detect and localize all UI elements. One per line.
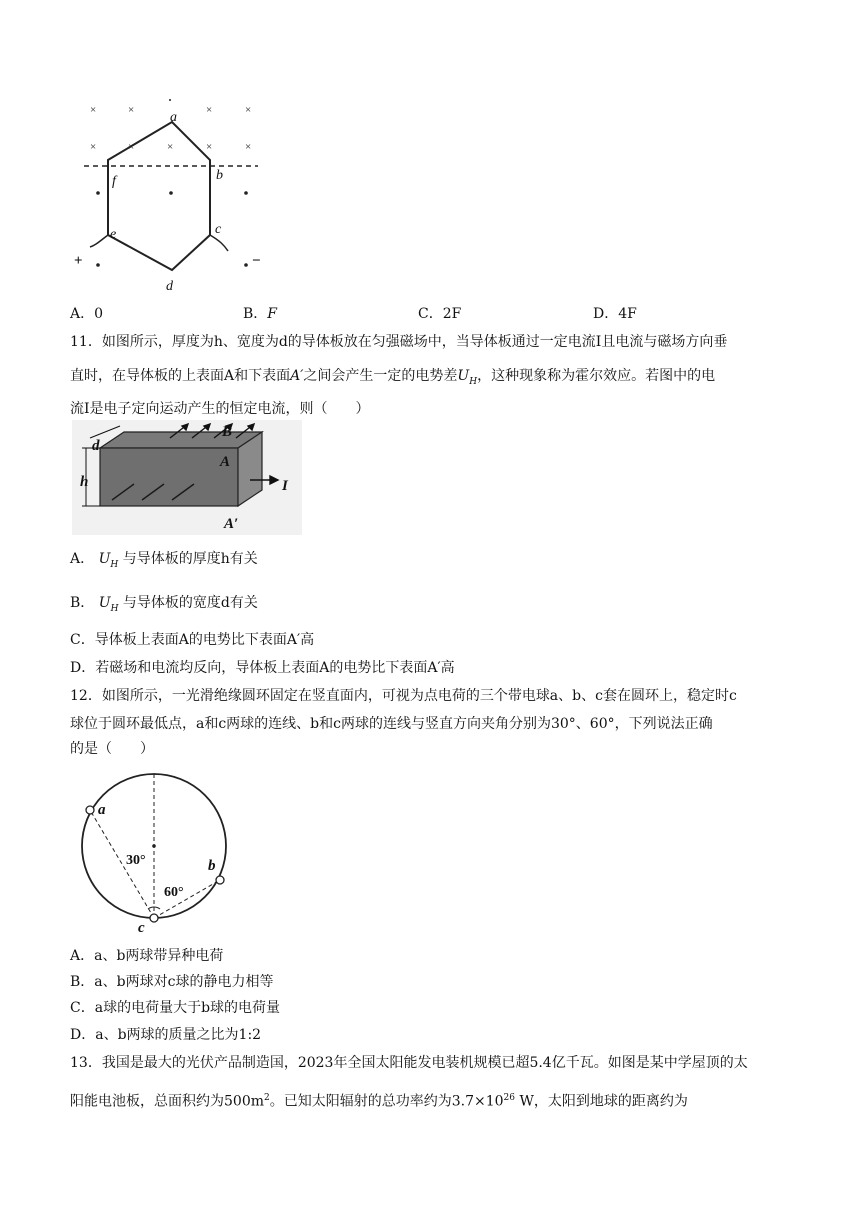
q11-line1: 11．如图所示，厚度为h、宽度为d的导体板放在匀强磁场中，当导体板通过一定电流I且电流与磁场方向垂 bbox=[70, 334, 728, 350]
hexagon-frame bbox=[108, 122, 213, 270]
label-b: b bbox=[216, 168, 223, 183]
svg-text:×: × bbox=[128, 104, 135, 116]
hexagon-field-figure bbox=[70, 95, 270, 300]
label-ball-a: a bbox=[98, 802, 106, 818]
label-B-field: B bbox=[222, 424, 233, 440]
ball-a bbox=[86, 806, 94, 814]
label-a: a bbox=[170, 110, 177, 125]
label-f: f bbox=[112, 174, 116, 189]
angle-30-label: 30° bbox=[126, 853, 146, 868]
ball-b bbox=[216, 876, 224, 884]
svg-text:×: × bbox=[90, 141, 97, 153]
q11-option-c: C．导体板上表面A的电势比下表面A′高 bbox=[70, 632, 315, 648]
q12-option-d: D．a、b两球的质量之比为1:2 bbox=[70, 1027, 262, 1043]
q10-option-d: D．4F bbox=[593, 306, 637, 322]
q12-option-a: A．a、b两球带异种电荷 bbox=[70, 948, 224, 964]
q13-line2: 阳能电池板，总面积约为$500m^2$。已知太阳辐射的总功率约为$3.7\times 10^{26}$ W，太阳到地球的距离约为 bbox=[70, 1093, 688, 1110]
q12-line2: 球位于圆环最低点，a和c两球的连线、b和c两球的连线与竖直方向夹角分别为30°、60°，下列说法正确 bbox=[70, 716, 713, 732]
svg-text:×: × bbox=[206, 141, 213, 153]
angle-60-label: 60° bbox=[164, 885, 184, 900]
q10-option-a: A．0 bbox=[70, 306, 104, 322]
q11-line3: 流I是电子定向运动产生的恒定电流，则（ ） bbox=[70, 401, 370, 417]
q10-option-c: C．2F bbox=[418, 306, 462, 322]
minus-terminal: − bbox=[252, 253, 261, 269]
label-I-current: I bbox=[282, 478, 288, 494]
label-e: e bbox=[110, 227, 117, 242]
label-c: c bbox=[215, 222, 222, 237]
label-A-top: A bbox=[220, 454, 231, 470]
svg-text:×: × bbox=[167, 141, 174, 153]
q10-option-b: B．F bbox=[243, 306, 278, 322]
label-h-thickness: h bbox=[80, 474, 89, 490]
q11-line2: 直时，在导体板的上表面A和下表面A′之间会产生一定的电势差$U_H$，这种现象称为霍尔效应。若图中的电 bbox=[70, 368, 716, 387]
q12-option-b: B．a、b两球对c球的静电力相等 bbox=[70, 974, 274, 990]
label-ball-b: b bbox=[208, 858, 216, 874]
q11-option-a: A． $U_H$ 与导体板的厚度h有关 bbox=[70, 551, 258, 570]
q12-line1: 12．如图所示，一光滑绝缘圆环固定在竖直面内，可视为点电荷的三个带电球a、b、c套在圆环上，稳定时c bbox=[70, 688, 737, 704]
svg-text:×: × bbox=[90, 104, 97, 116]
svg-text:×: × bbox=[245, 141, 252, 153]
label-d-width: d bbox=[92, 438, 100, 454]
hall-plate-figure bbox=[72, 420, 302, 535]
label-A-prime-bottom: A′ bbox=[224, 516, 239, 532]
svg-text:×: × bbox=[245, 104, 252, 116]
plus-terminal: + bbox=[74, 253, 83, 269]
ball-c bbox=[150, 914, 158, 922]
svg-text:×: × bbox=[128, 141, 135, 153]
q11-option-d: D．若磁场和电流均反向，导体板上表面A的电势比下表面A′高 bbox=[70, 660, 455, 676]
ring-charges-figure bbox=[72, 766, 242, 936]
svg-text:×: × bbox=[206, 104, 213, 116]
q11-option-b: B． $U_H$ 与导体板的宽度d有关 bbox=[70, 595, 258, 614]
q12-line3: 的是（ ） bbox=[70, 741, 154, 757]
label-d: d bbox=[166, 279, 173, 294]
label-ball-c: c bbox=[138, 920, 145, 936]
q12-option-c: C．a球的电荷量大于b球的电荷量 bbox=[70, 1000, 281, 1016]
q13-line1: 13．我国是最大的光伏产品制造国，2023年全国太阳能发电装机规模已超5.4亿千瓦。如图是某中学屋顶的太 bbox=[70, 1055, 748, 1071]
